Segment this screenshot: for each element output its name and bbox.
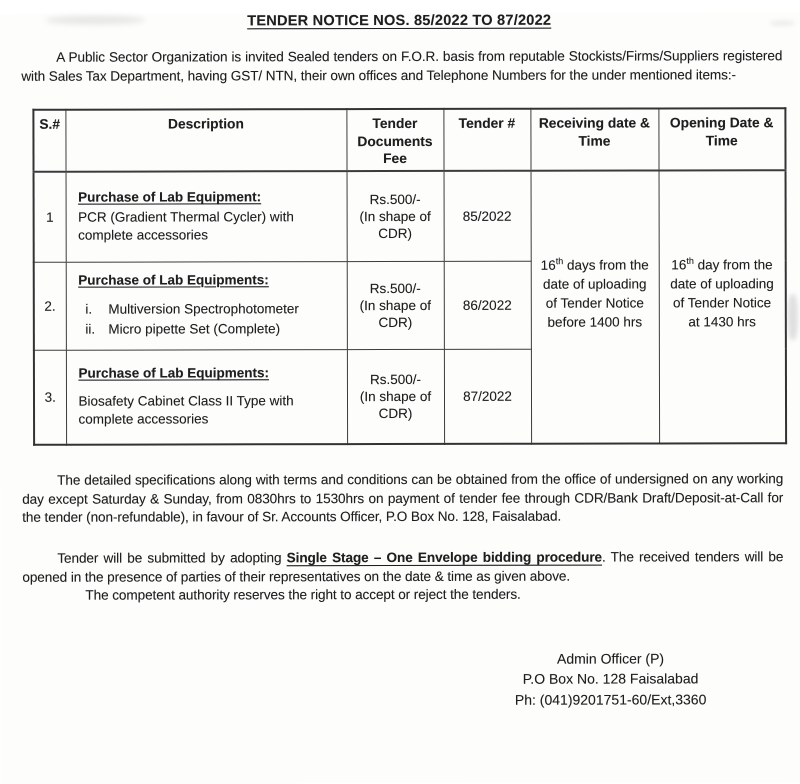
description-cell <box>66 261 347 350</box>
bidding-procedure-emphasis: Single Stage – One Envelope bidding procedure <box>286 549 602 566</box>
table-header-row <box>33 108 785 172</box>
tender-number-cell: 87/2022 <box>444 349 531 444</box>
intro-paragraph: A Public Sector Organization is invited Sealed tenders on F.O.R. basis from reputable Stockists/Firms/Suppliers registered with Sales Tax Department, having GST/ NTN, their own offices and Telephone Numbers for the under mentioned items:- <box>21 48 783 84</box>
fee-line: Rs.500/- <box>369 280 421 296</box>
col-header-fee: Tender Documents Fee <box>346 109 443 171</box>
list-item <box>78 299 338 320</box>
signature-address: P.O Box No. 128 Faisalabad <box>522 670 699 687</box>
description-cell <box>66 349 347 445</box>
list-item-marker: ii. <box>85 321 96 337</box>
document-title <box>0 12 799 30</box>
fee-line: Rs.500/- <box>369 371 421 388</box>
document-page <box>0 12 800 784</box>
fee-line: CDR) <box>378 314 413 330</box>
ordinal-suffix: th <box>686 255 694 266</box>
fee-cell <box>347 171 444 261</box>
list-item-marker: i. <box>85 301 93 317</box>
tender-table <box>32 107 787 446</box>
description-heading: Purchase of Lab Equipments: <box>78 272 269 288</box>
submission-text-after: . The received tenders will be opened in the presence of parties of their representatives on the date & time as given above. <box>22 549 784 585</box>
scan-artifact <box>788 294 798 340</box>
opening-date-text: 16th day from the date of uploading of Tender Notice at 1430 hrs <box>670 255 774 330</box>
receiving-date-text: 16th days from the date of uploading of Tender Notice before 1400 hrs <box>540 255 649 330</box>
list-item <box>78 319 338 340</box>
document-title-text: TENDER NOTICE NOS. 85/2022 TO 87/2022 <box>247 12 552 30</box>
signature-phone: Ph: (041)9201751-60/Ext,3360 <box>514 691 707 708</box>
table-row-1 <box>34 170 786 262</box>
description-heading: Purchase of Lab Equipment: <box>78 189 262 206</box>
signature-name: Admin Officer (P) <box>556 650 665 667</box>
col-header-tender-no: Tender # <box>443 109 530 171</box>
sno-cell: 2. <box>34 262 66 350</box>
fee-cell <box>347 349 444 444</box>
list-item-text: Multiversion Spectrophotometer <box>108 301 299 317</box>
ordinal-suffix: th <box>555 255 564 266</box>
fee-line: (In shape of <box>359 208 431 225</box>
fee-line: (In shape of <box>359 388 432 405</box>
fee-cell <box>347 261 444 349</box>
list-item-text: Micro pipette Set (Complete) <box>108 321 281 337</box>
description-heading: Purchase of Lab Equipments: <box>78 365 269 382</box>
col-header-opening: Opening Date & Time <box>658 108 785 170</box>
col-header-description: Description <box>65 109 346 172</box>
submission-text-before: Tender will be submitted by adopting <box>57 550 287 566</box>
description-list <box>78 299 338 340</box>
tender-number-cell: 86/2022 <box>444 261 531 349</box>
fee-line: CDR) <box>378 405 413 421</box>
tender-number-cell: 85/2022 <box>444 171 531 261</box>
fee-line: Rs.500/- <box>369 191 421 208</box>
authority-line: The competent authority reserves the right to accept or reject the tenders. <box>85 586 521 603</box>
description-text: Biosafety Cabinet Class II Type with complete accessories <box>78 393 294 428</box>
sno-cell: 3. <box>34 350 66 445</box>
fee-line: CDR) <box>378 225 413 241</box>
specs-paragraph: The detailed specifications along with terms and conditions can be obtained from the office of undersigned on any working day except Saturday & Sunday, from 0830hrs to 1530hrs on payment of tender fee through CDR/Bank Draft/Deposit-at-Call for the tender (non-refundable), in favour of Sr. Accounts Officer, P.O Box No. 128, Faisalabad. <box>22 471 784 526</box>
col-header-sno: S.# <box>33 110 65 172</box>
description-cell <box>66 171 347 262</box>
opening-date-cell <box>659 170 787 443</box>
col-header-receiving: Receiving date & Time <box>530 109 658 171</box>
fee-line: (In shape of <box>359 297 431 313</box>
description-text: PCR (Gradient Thermal Cycler) with complete accessories <box>78 209 294 244</box>
sno-cell: 1 <box>34 172 66 262</box>
signature-block <box>461 648 761 710</box>
receiving-date-cell <box>531 171 660 444</box>
submission-paragraph <box>0 548 800 587</box>
